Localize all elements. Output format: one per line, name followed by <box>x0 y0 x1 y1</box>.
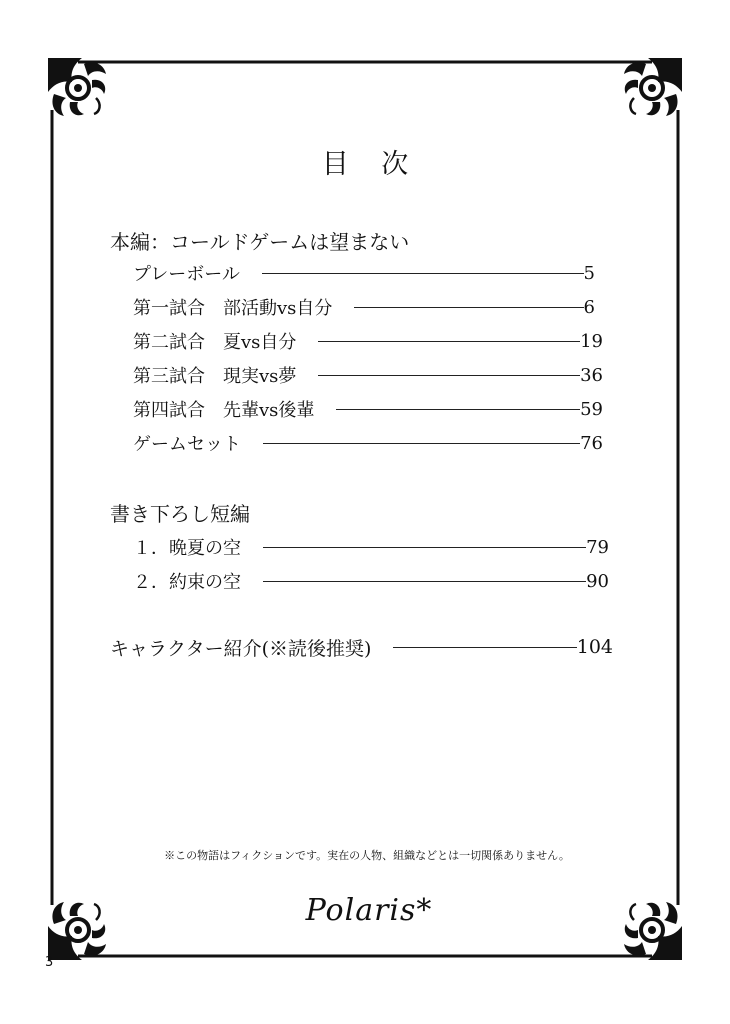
toc-leader-line <box>262 273 584 274</box>
toc-entry <box>133 532 609 562</box>
toc-entry-page: 5 <box>583 262 595 284</box>
toc-leader-line <box>336 409 580 410</box>
toc-leader-line <box>318 375 580 376</box>
toc-entry-label: ゲームセット <box>133 434 241 455</box>
toc-entry-page: 90 <box>586 570 609 592</box>
toc-entry-label: 第一試合 部活動vs自分 <box>133 298 333 319</box>
polaris-logo: Polaris* <box>305 893 433 928</box>
toc-entry <box>133 360 603 390</box>
toc-entry-page: 59 <box>580 398 603 420</box>
fiction-disclaimer: ※この物語はフィクションです。実在の人物、組織などとは一切関係ありません。 <box>164 849 570 862</box>
toc-entry-page: 36 <box>580 364 603 386</box>
toc-leader-line <box>263 547 586 548</box>
toc-leader-line <box>354 307 583 308</box>
toc-leader-line <box>393 647 576 648</box>
toc-entry <box>133 326 603 356</box>
toc-entry-label: キャラクター紹介(※読後推奨) <box>110 637 372 660</box>
toc-entry-label: 第二試合 夏vs自分 <box>133 332 297 353</box>
toc-entry <box>133 292 595 322</box>
toc-entry <box>133 566 609 596</box>
toc-entry-label: 第三試合 現実vs夢 <box>133 366 297 387</box>
toc-entry <box>133 428 603 458</box>
page-number: 3 <box>45 955 54 970</box>
page-title: 目 次 <box>321 149 421 180</box>
toc-entry-label: プレーボール <box>133 264 240 285</box>
main-section-heading: 本編：コールドゲームは望まない <box>110 230 410 254</box>
toc-entry-label: 第四試合 先輩vs後輩 <box>133 400 315 421</box>
toc-entry-page: 19 <box>580 330 603 352</box>
toc-entry-page: 79 <box>586 536 609 558</box>
short-section-heading: 書き下ろし短編 <box>110 502 250 526</box>
toc-entry-page: 76 <box>580 432 603 454</box>
toc-leader-line <box>318 341 580 342</box>
corner-ornament-top-left <box>48 58 106 116</box>
toc-leader-line <box>263 581 586 582</box>
toc-entry <box>133 394 603 424</box>
toc-entry-label: ２．約束の空 <box>133 572 241 593</box>
toc-leader-line <box>263 443 580 444</box>
corner-ornament-top-right <box>624 58 682 116</box>
toc-entry-label: １．晩夏の空 <box>133 538 241 559</box>
toc-entry-page: 6 <box>583 296 595 318</box>
toc-entry-page: 104 <box>576 636 613 658</box>
toc-entry-characters <box>110 632 613 662</box>
toc-entry <box>133 258 595 288</box>
